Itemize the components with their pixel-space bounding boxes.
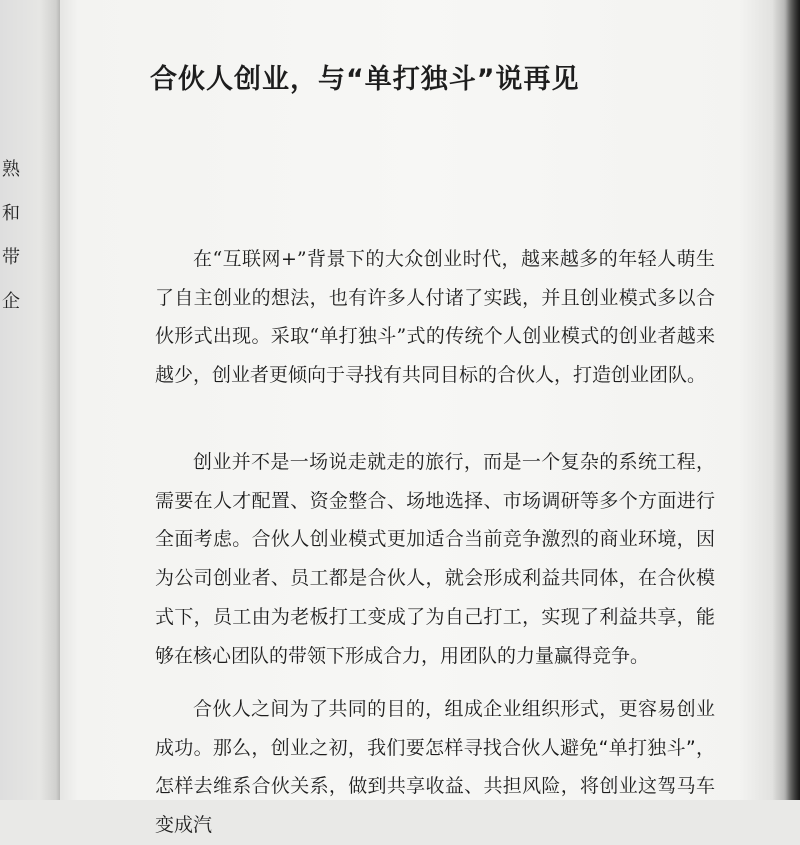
left-fragment: 熟 bbox=[2, 159, 20, 180]
page-edge-shadow bbox=[772, 0, 800, 800]
chapter-title: 合伙人创业，与“单打独斗”说再见 bbox=[150, 64, 580, 95]
left-page-edge bbox=[0, 0, 60, 800]
left-fragment: 带 bbox=[2, 247, 20, 268]
right-page bbox=[60, 0, 780, 837]
left-fragment: 企 bbox=[2, 291, 20, 312]
body-paragraph: 在“互联网+”背景下的大众创业时代，越来越多的年轻人萌生了自主创业的想法，也有许多人付诸了实践，并且创业模式多以合伙形式出现。采取“单打独斗”式的传统个人创业模式的创业者越来越少，创业者更倾向于寻找有共同目标的合伙人，打造创业团队。 bbox=[155, 248, 715, 387]
left-fragment: 和 bbox=[2, 203, 20, 224]
left-page-text-fragments bbox=[2, 0, 26, 800]
body-paragraph: 创业并不是一场说走就走的旅行，而是一个复杂的系统工程，需要在人才配置、资金整合、场地选择、市场调研等多个方面进行全面考虑。合伙人创业模式更加适合当前竞争激烈的商业环境，因为公司创业者、员工都是合伙人，就会形成利益共同体，在合伙模式下，员工由为老板打工变成了为自己打工，实现了利益共享，能够在核心团队的带领下形成合力，用团队的力量赢得竞争。 bbox=[155, 451, 715, 667]
body-paragraph: 合伙人之间为了共同的目的，组成企业组织形式，更容易创业成功。那么，创业之初，我们要怎样寻找合伙人避免“单打独斗”，怎样去维系合伙关系，做到共享收益、共担风险，将创业这驾马车变成汽 bbox=[155, 698, 715, 837]
